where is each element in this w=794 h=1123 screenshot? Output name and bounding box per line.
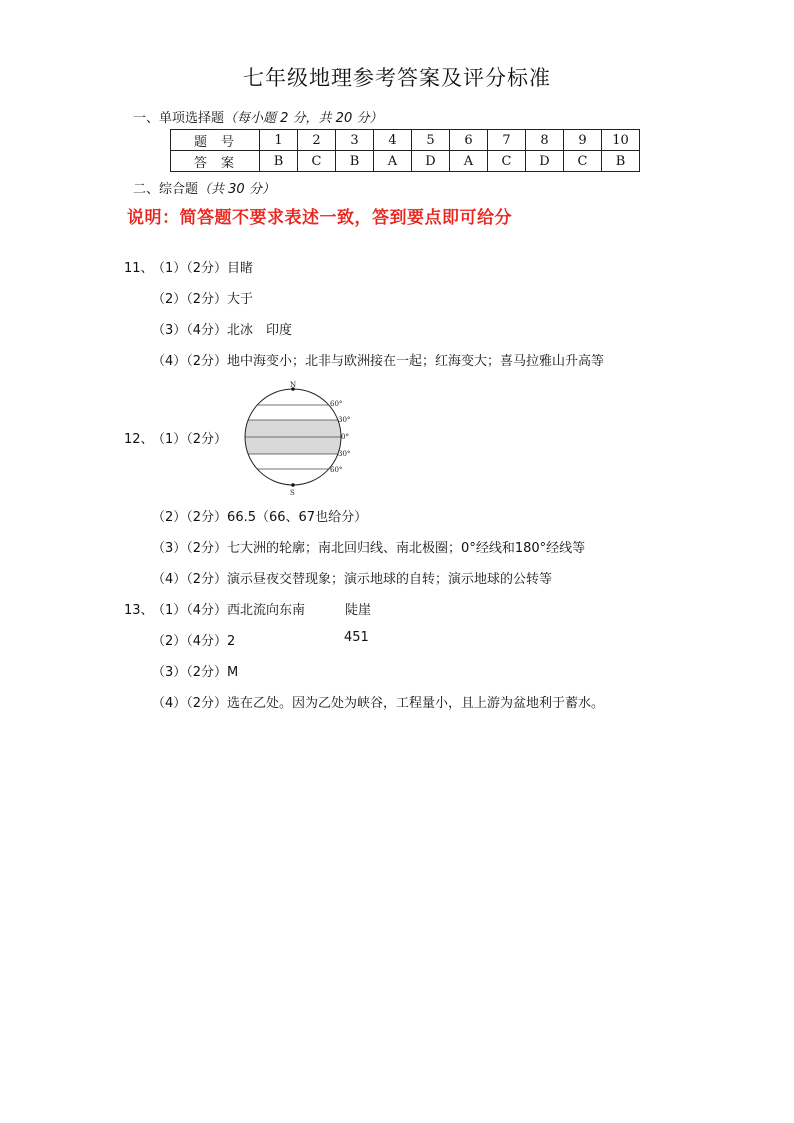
answer-cell: D	[526, 151, 564, 172]
answer-cell: A	[450, 151, 488, 172]
q11-part1: （1）（2分）目睹	[152, 261, 254, 276]
south-label: S	[290, 489, 295, 497]
question-number: 1	[260, 130, 298, 151]
question-number: 8	[526, 130, 564, 151]
q13-number: 13、	[124, 603, 154, 618]
south-pole-dot	[291, 483, 295, 487]
q12-part3: （3）（2分）七大洲的轮廓；南北回归线、南北极圈；0°经线和180°经线等	[152, 541, 586, 556]
question-number: 3	[336, 130, 374, 151]
answer-cell: B	[336, 151, 374, 172]
q12-part4: （4）（2分）演示昼夜交替现象；演示地球的自转；演示地球的公转等	[152, 572, 553, 587]
section-1-note: （每小题 2 分，共 20 分）	[224, 111, 383, 126]
latitude-label: 60°	[330, 466, 343, 474]
answer-cell: C	[564, 151, 602, 172]
section-2-title: 二、综合题	[133, 182, 199, 197]
north-label: N	[290, 381, 297, 389]
section-1-heading	[133, 107, 382, 126]
table-row-answers	[171, 151, 640, 172]
latitude-label: 0°	[341, 433, 349, 441]
row-label-numbers: 题号	[171, 130, 260, 151]
q13-part3: （3）（2分）M	[152, 665, 239, 680]
q13-part4: （4）（2分）选在乙处。因为乙处为峡谷，工程量小，且上游为盆地利于蓄水。	[152, 696, 605, 711]
grading-notice: 说明：简答题不要求表述一致，答到要点即可给分	[127, 208, 512, 228]
question-number: 10	[602, 130, 640, 151]
question-number: 4	[374, 130, 412, 151]
q12-part2: （2）（2分）66.5（66、67也给分）	[152, 510, 368, 525]
table-row-numbers	[171, 130, 640, 151]
answer-cell: B	[602, 151, 640, 172]
answer-cell: C	[488, 151, 526, 172]
question-number: 7	[488, 130, 526, 151]
latitude-label: 30°	[338, 450, 351, 458]
question-number: 2	[298, 130, 336, 151]
question-number: 9	[564, 130, 602, 151]
q13-part2-b: 451	[344, 630, 369, 645]
q13-part1-b: 陡崖	[345, 603, 372, 618]
latitude-label: 60°	[330, 400, 343, 408]
q13-part2-a: （2）（4分）2	[152, 634, 236, 649]
answer-cell: A	[374, 151, 412, 172]
answer-table	[170, 129, 640, 172]
section-1-title: 一、单项选择题	[133, 111, 225, 126]
q12-number: 12、	[124, 432, 154, 447]
question-number: 6	[450, 130, 488, 151]
q11-part2: （2）（2分）大于	[152, 292, 254, 307]
globe-diagram	[240, 378, 360, 498]
q11-number: 11、	[124, 261, 154, 276]
row-label-answers: 答案	[171, 151, 260, 172]
question-number: 5	[412, 130, 450, 151]
answer-cell: B	[260, 151, 298, 172]
q11-part3: （3）（4分）北冰 印度	[152, 323, 293, 338]
answer-cell: D	[412, 151, 450, 172]
answer-cell: C	[298, 151, 336, 172]
page-title: 七年级地理参考答案及评分标准	[243, 66, 551, 90]
q12-part1: （1）（2分）	[152, 432, 228, 447]
latitude-label: 30°	[338, 416, 351, 424]
q11-part4: （4）（2分）地中海变小；北非与欧洲接在一起；红海变大；喜马拉雅山升高等	[152, 354, 605, 369]
section-2-heading	[133, 178, 275, 197]
q13-part1-a: （1）（4分）西北流向东南	[152, 603, 306, 618]
section-2-note: （共 30 分）	[198, 182, 275, 197]
